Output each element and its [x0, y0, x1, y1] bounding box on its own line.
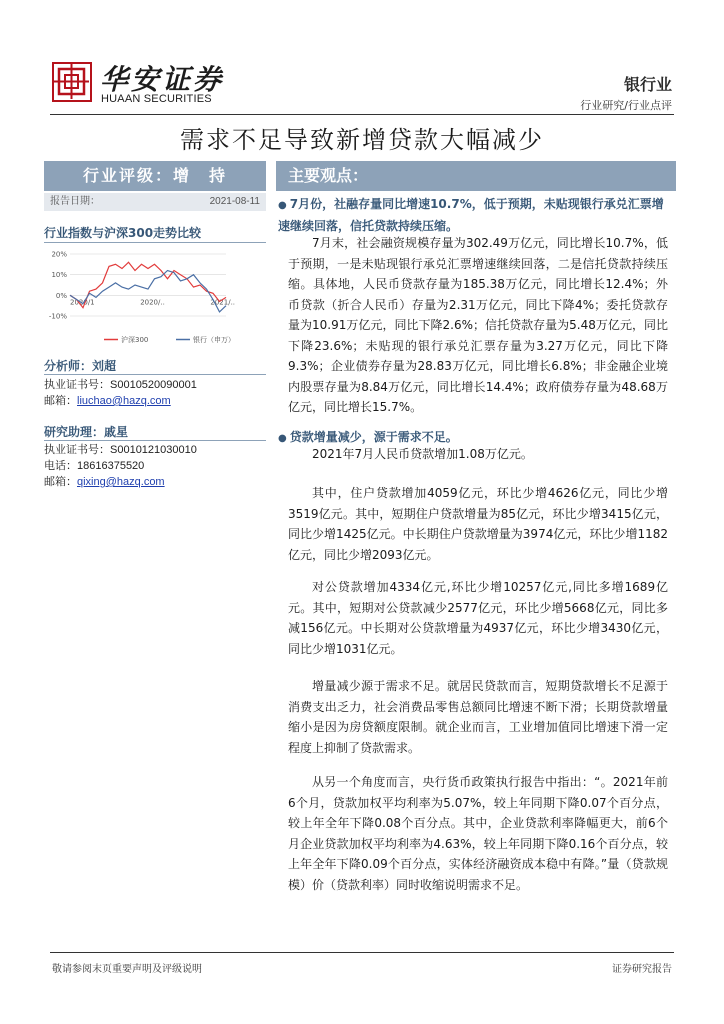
- analyst-cert-row: [44, 377, 266, 393]
- cert-number: S0010121030010: [110, 444, 197, 456]
- mail-label: 邮箱：: [44, 394, 77, 407]
- assistant-cert-row: [44, 442, 266, 458]
- logo-text: 华安证券: [100, 63, 225, 96]
- paragraph-5: 增量减少源于需求不足。就居民贷款而言，短期贷款增长不足源于消费支出乏力，社会消费品零售总额同比增速不断下滑；长期贷款增量缩小是因为房贷额度限制。就企业而言，工业增加值同比增速下滑一定程度上抑制了贷款需求。: [288, 679, 668, 755]
- logo-mark: [52, 62, 92, 102]
- analyst-heading: 分析师：刘超: [44, 359, 117, 373]
- key-point-1: [278, 194, 670, 236]
- chart-title: 行业指数与沪深300走势比较: [44, 226, 202, 240]
- y-tick-label: 10%: [51, 271, 67, 280]
- header-divider: [50, 114, 674, 115]
- legend-label: 银行（申万）: [193, 336, 235, 344]
- y-tick-label: 0%: [55, 291, 67, 300]
- main-points-banner: 主要观点：: [276, 161, 676, 191]
- assistant-email-link[interactable]: qixing@hazq.com: [77, 476, 165, 488]
- paragraph-6: 从另一个角度而言，央行货币政策执行报告中指出：“。2021年前6个月，贷款加权平均利率为5.07%，较上年同期下降0.07个百分点，较上年全年下降0.08个百分点。其中，企业贷款利率降幅更大，前6个月企业贷款加权平均利率为4.63%，较上年同期下降0.16个百分点，较上年全年下降0.09个百分点，实体经济融资成本稳中有降。”量（贷款规模）价（贷款利率）同时收缩说明需求不足。: [288, 775, 668, 892]
- key-point-1-text: 7月份，社融存量同比增速10.7%，低于预期，未贴现银行承兑汇票增速继续回落，信托贷款持续压缩。: [278, 197, 664, 233]
- phone-number: 18616375520: [77, 460, 145, 472]
- x-tick-label: 2021/..: [210, 298, 236, 307]
- analyst-mail-row: [44, 393, 266, 409]
- assistant-phone-row: [44, 458, 266, 474]
- key-point-2-text: 贷款增量减少，源于需求不足。: [289, 430, 458, 444]
- cert-number: S0010520090001: [110, 379, 197, 391]
- assistant-info: [44, 442, 266, 490]
- analyst-info: [44, 377, 266, 409]
- section-divider: [44, 374, 266, 375]
- bullet-icon: ●: [278, 433, 287, 444]
- y-tick-label: -10%: [48, 312, 67, 321]
- x-tick-label: 2020/..: [140, 298, 165, 307]
- x-tick-label: 2020/1: [70, 298, 95, 307]
- section-divider: [44, 440, 266, 441]
- footer-disclaimer: 敬请参阅末页重要声明及评级说明: [52, 964, 202, 975]
- footer-divider: [50, 952, 674, 953]
- date-label: 报告日期：: [50, 196, 100, 207]
- analyst-email-link[interactable]: liuchao@hazq.com: [77, 395, 171, 407]
- date-value: 2021-08-11: [209, 196, 260, 207]
- chart-legend: [104, 335, 235, 344]
- assistant-mail-row: [44, 474, 266, 490]
- legend-label: 沪深300: [121, 336, 149, 344]
- paragraph-2: 2021年7月人民币贷款增加1.08万亿元。: [312, 447, 533, 461]
- phone-label: 电话：: [44, 459, 77, 472]
- logo-emblem-icon: [54, 64, 89, 99]
- report-category: 行业研究/行业点评: [580, 99, 672, 112]
- assistant-heading: 研究助理：戚星: [44, 425, 129, 439]
- sector-label: 银行业: [623, 75, 672, 94]
- page-title: 需求不足导致新增贷款大幅减少: [180, 126, 544, 154]
- paragraph-3: 其中，住户贷款增加4059亿元，环比少增4626亿元，同比少增3519亿元。其中，短期住户贷款增量为85亿元，环比少增3415亿元，同比少增1425亿元。中长期住户贷款增量为3974亿元，环比少增1182亿元，同比少增2093亿元。: [288, 486, 668, 562]
- report-date-row: [44, 193, 266, 211]
- section-divider: [44, 242, 266, 243]
- paragraph-1: 7月末，社会融资规模存量为302.49万亿元，同比增长10.7%，低于预期，一是未贴现银行承兑汇票增速继续回落，二是信托贷款持续压缩。具体地，人民币贷款存量为185.38万亿元，同比增长12.4%；外币贷款（折合人民币）存量为2.31万亿元，同比下降4%；委托贷款存量为10.91万亿元，同比下降2.6%；信托贷款存量为5.48万亿元，同比下降23.6%；未贴现的银行承兑汇票存量为3.27万亿元，同比下降9.3%；企业债券存量为28.83万亿元，同比增长6.8%；非金融企业境内股票存量为8.84万亿元，同比增长14.4%；政府债券存量为48.68万亿元，同比增长15.7%。: [288, 236, 668, 414]
- cert-label: 执业证书号：: [44, 378, 110, 391]
- rating-banner: 行业评级：增 持: [44, 161, 266, 191]
- bullet-icon: ●: [278, 200, 287, 211]
- footer-report-type: 证券研究报告: [612, 964, 672, 975]
- paragraph-4: 对公贷款增加4334亿元,环比少增10257亿元,同比多增1689亿元。其中，短期对公贷款减少2577亿元，环比少增5668亿元，同比多减156亿元。中长期对公贷款增量为4937亿元，环比少增3430亿元，同比少增1031亿元。: [288, 580, 668, 656]
- chart-axes: [49, 251, 235, 321]
- cert-label: 执业证书号：: [44, 443, 110, 456]
- y-tick-label: 20%: [51, 250, 67, 259]
- index-chart: [44, 246, 266, 356]
- logo-text-en: HUAAN SECURITIES: [101, 93, 212, 105]
- mail-label: 邮箱：: [44, 475, 77, 488]
